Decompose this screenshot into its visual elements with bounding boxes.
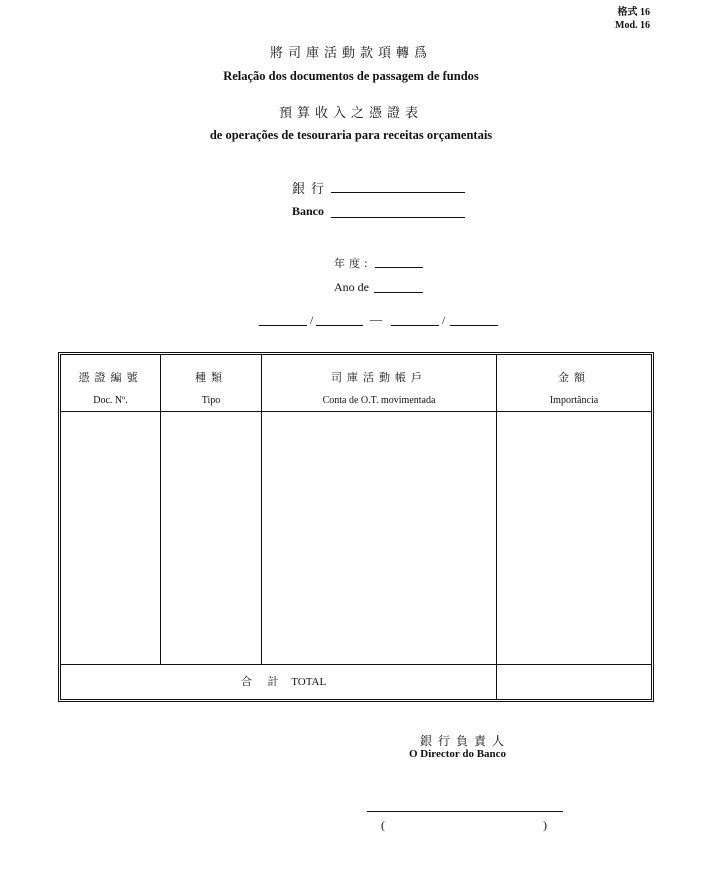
subtitle-chinese: 預算收入之憑證表 (278, 106, 423, 121)
period-start-day-line[interactable] (259, 314, 307, 326)
documents-table (58, 352, 654, 702)
year-pt-input-line[interactable] (374, 280, 423, 293)
year-label-pt: Ano de (334, 280, 369, 294)
period-start-month-line[interactable] (316, 314, 363, 326)
column-header-doc-cn: 憑證編號 (78, 371, 143, 384)
column-header-amount-cn: 金額 (558, 371, 590, 384)
bank-field-pt-row (292, 204, 324, 219)
form-model-number (615, 6, 650, 32)
column-header-type-cn: 種類 (195, 371, 227, 384)
column-header-account-cn: 司庫活動帳戶 (331, 371, 427, 384)
amount-entry-area[interactable] (497, 412, 651, 664)
period-end-slash: / (442, 313, 446, 327)
form-model-cn: 格式 16 (617, 7, 650, 18)
bank-pt-input-line[interactable] (331, 205, 465, 218)
column-header-type-pt: Tipo (201, 395, 221, 406)
total-label-pt: TOTAL (291, 676, 327, 688)
form-model-pt: Mod. 16 (615, 20, 650, 31)
year-cn-input-line[interactable] (375, 256, 423, 268)
doc-number-entry-area[interactable] (61, 412, 160, 664)
total-amount-entry[interactable] (497, 665, 651, 699)
column-header-amount-pt: Importância (549, 395, 599, 406)
total-label-cn: 合 計 (241, 675, 285, 688)
period-dash: — (370, 312, 382, 326)
director-role-pt: O Director do Banco (409, 748, 507, 760)
bank-field-cn-row (292, 178, 330, 198)
title-portuguese: Relação dos documentos de passagem de fundos (223, 69, 479, 83)
subtitle-portuguese: de operações de tesouraria para receitas orçamentais (209, 128, 493, 142)
period-end-month-line[interactable] (450, 314, 498, 326)
bank-label-cn: 銀行 (292, 182, 331, 197)
column-header-account-pt: Conta de O.T. movimentada (322, 395, 436, 406)
name-paren-open: ( (381, 818, 385, 832)
name-paren-close: ) (543, 818, 547, 832)
account-entry-area[interactable] (262, 412, 496, 664)
period-end-day-line[interactable] (391, 314, 439, 326)
year-label-cn: 年度: (334, 257, 372, 270)
type-entry-area[interactable] (161, 412, 261, 664)
signature-line[interactable] (367, 811, 563, 812)
total-label (241, 673, 326, 689)
column-header-doc-pt: Doc. Nº. (93, 395, 128, 406)
bank-cn-input-line[interactable] (331, 180, 465, 193)
title-chinese: 將司庫活動款項轉爲 (269, 46, 432, 61)
printed-name-field[interactable] (390, 816, 540, 832)
period-start-slash: / (310, 313, 314, 327)
bank-label-pt: Banco (292, 204, 325, 218)
director-role-cn: 銀行負責人 (420, 734, 511, 748)
